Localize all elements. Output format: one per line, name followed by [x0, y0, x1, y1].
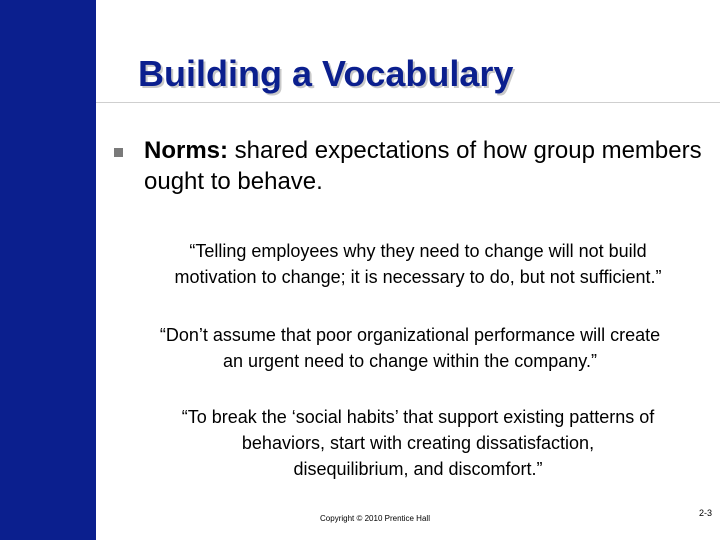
quote-telling-employees — [138, 238, 698, 290]
norms-term: Norms: — [144, 137, 229, 164]
quote-line: “Don’t assume that poor organizational performance will create — [159, 325, 661, 345]
quote-line: “To break the ‘social habits’ that support existing patterns of — [181, 407, 655, 427]
quote-line: “Telling employees why they need to change will not build — [189, 241, 647, 261]
norms-definition — [144, 135, 704, 197]
quote-social-habits — [118, 404, 718, 482]
side-accent-bar — [0, 0, 96, 540]
bullet-square-icon — [114, 148, 123, 157]
quote-line: motivation to change; it is necessary to do, but not sufficient.” — [174, 267, 662, 287]
quote-line: behaviors, start with creating dissatisfaction, — [241, 433, 595, 453]
footer-copyright: Copyright © 2010 Prentice Hall — [320, 514, 430, 523]
quote-poor-performance — [110, 322, 710, 374]
slide-title: Building a Vocabulary — [138, 53, 514, 94]
quote-line: disequilibrium, and discomfort.” — [293, 459, 543, 479]
title-divider — [96, 102, 720, 103]
quote-line: an urgent need to change within the company.” — [223, 351, 597, 371]
norms-definition-text: shared expectations of how group members ought to behave. — [144, 137, 702, 195]
page-number: 2-3 — [698, 508, 712, 518]
